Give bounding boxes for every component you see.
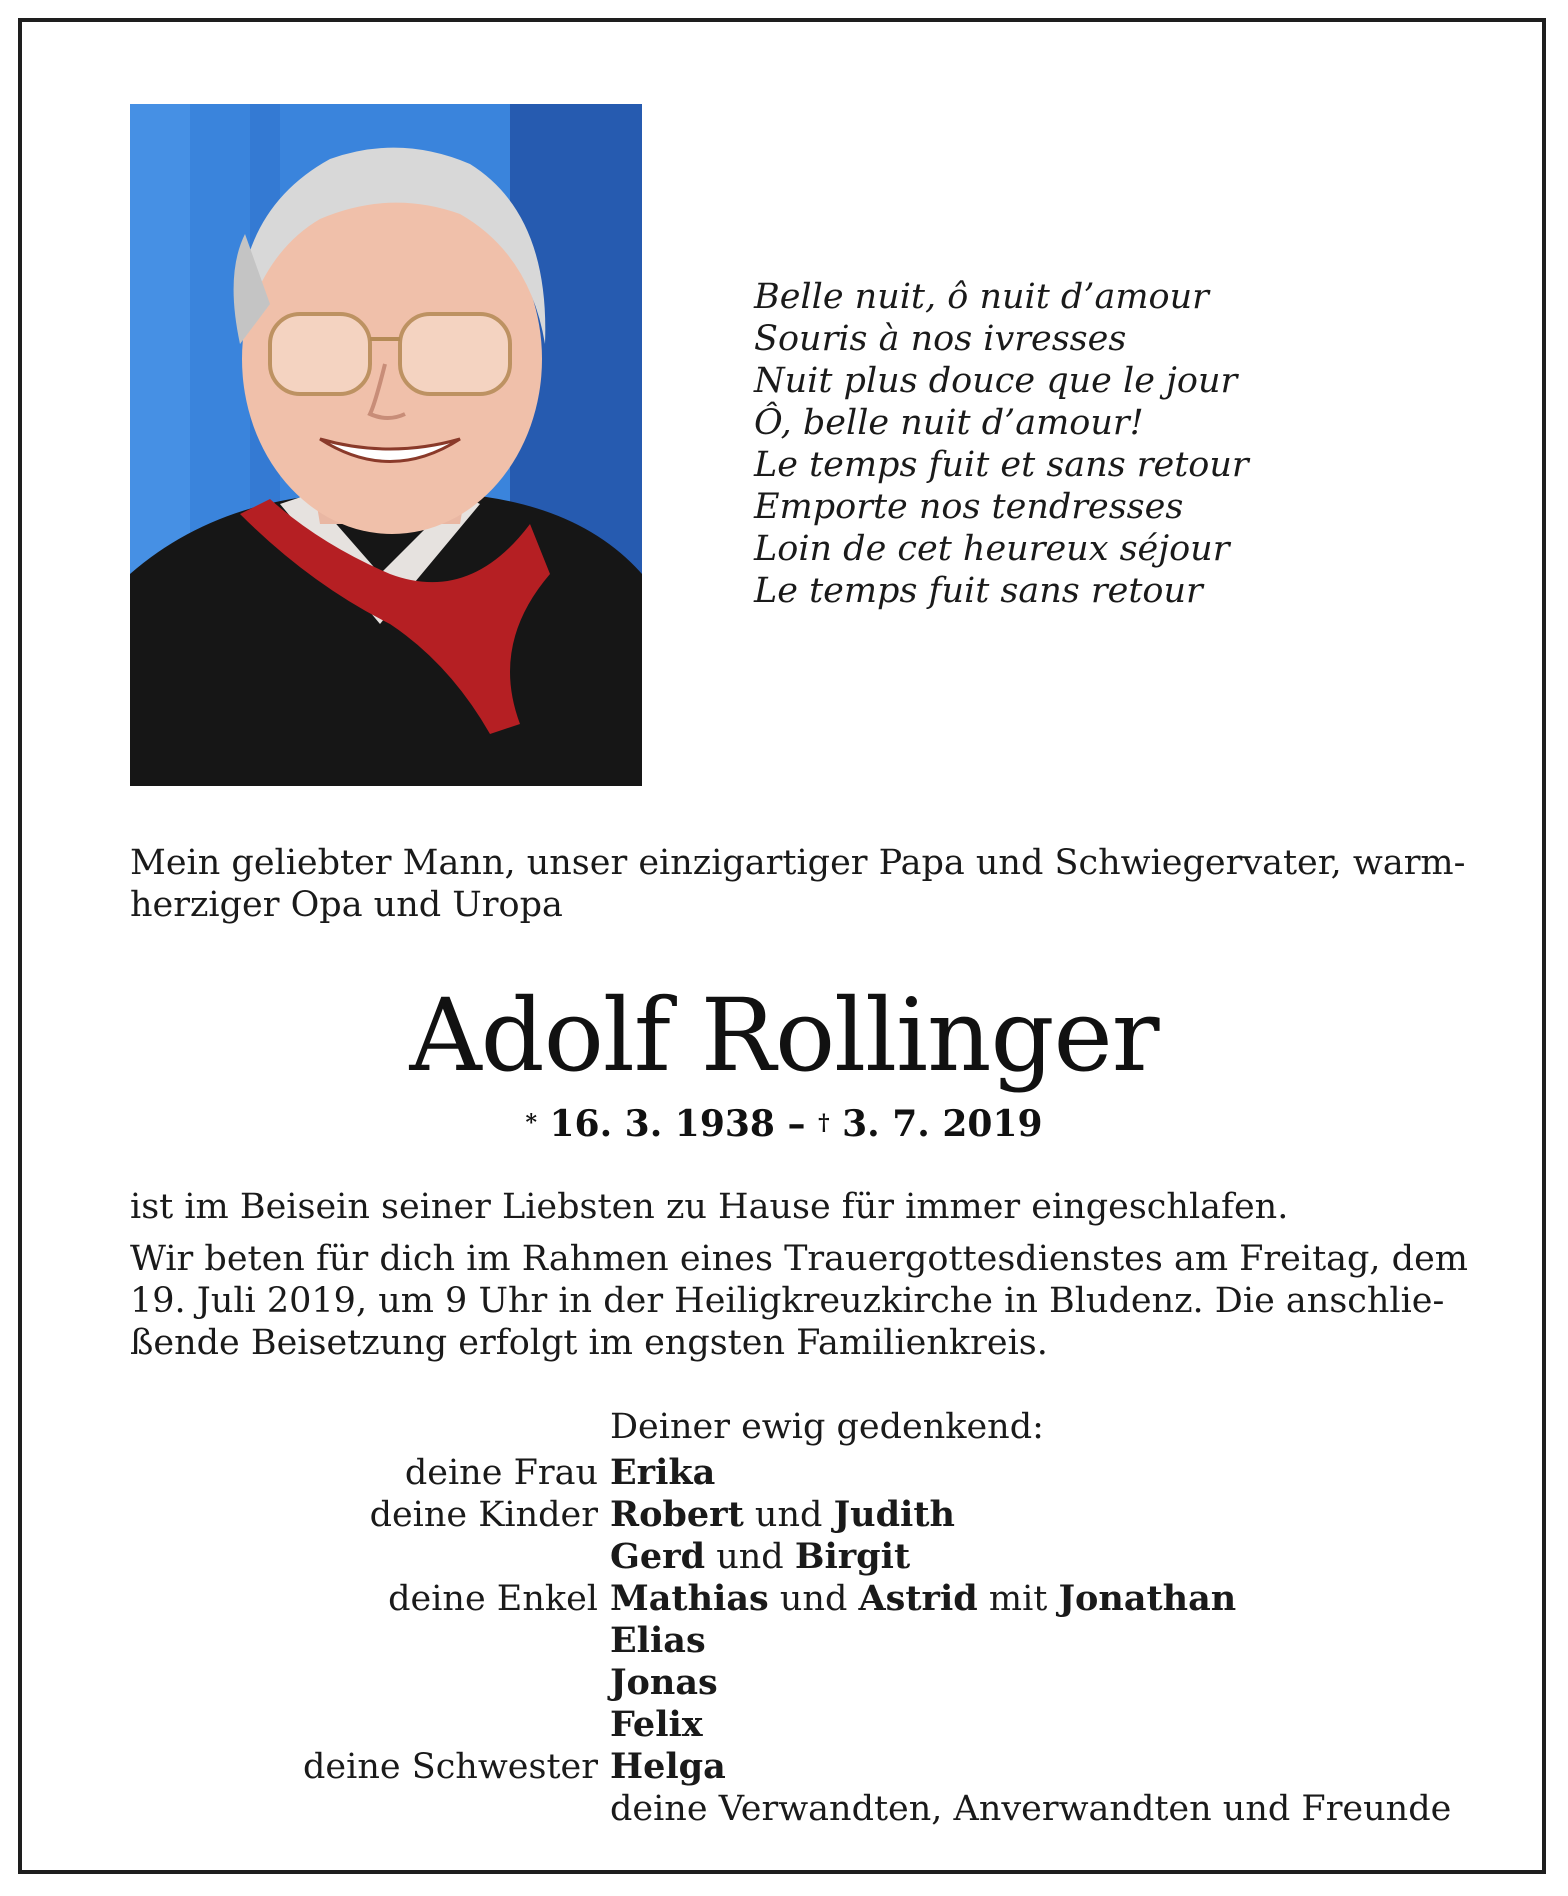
poem-line: Nuit plus douce que le jour <box>754 361 1238 401</box>
poem-line: Ô, belle nuit d’amour! <box>754 403 1144 443</box>
mourner-names: Helga <box>610 1746 726 1787</box>
mourner-names: Elias <box>610 1620 706 1661</box>
death-date: 3. 7. 2019 <box>842 1103 1043 1145</box>
relation-label: deine Schwester <box>303 1747 598 1787</box>
poem <box>754 276 1514 612</box>
portrait-photo <box>130 104 642 786</box>
announcement-body <box>130 1186 1468 1364</box>
life-dates <box>0 1102 1568 1151</box>
relation-label: deine Kinder <box>369 1495 598 1535</box>
mourner-names: Gerd und Birgit <box>610 1536 911 1577</box>
mourner-names: Felix <box>610 1704 703 1745</box>
mourner-names: Robert und Judith <box>610 1494 955 1535</box>
death-symbol: † <box>818 1110 830 1136</box>
birth-date: 16. 3. 1938 <box>549 1103 775 1145</box>
mourner-names: deine Verwandten, Anverwandten und Freunde <box>610 1789 1452 1829</box>
poem-line: Emporte nos tendresses <box>754 487 1184 527</box>
poem-line: Belle nuit, ô nuit d’amour <box>754 277 1209 317</box>
mourner-names: Erika <box>610 1452 716 1493</box>
body-line: ist im Beisein seiner Liebsten zu Hause für immer eingeschlafen. <box>130 1187 1289 1227</box>
deceased-name: Adolf Rollinger <box>409 977 1159 1094</box>
relation-label: deine Enkel <box>388 1579 598 1619</box>
poem-line: Le temps fuit sans retour <box>754 571 1203 611</box>
poem-line: Souris à nos ivresses <box>754 319 1127 359</box>
intro-line: Mein geliebter Mann, unser einzigartiger Papa und Schwiegervater, warm- <box>130 843 1466 883</box>
birth-symbol: * <box>525 1110 537 1136</box>
poem-line: Loin de cet heureux séjour <box>754 529 1230 569</box>
relation-label: deine Frau <box>404 1453 598 1493</box>
body-line: Wir beten für dich im Rahmen eines Trauergottesdienstes am Freitag, dem <box>130 1239 1468 1279</box>
date-separator: – <box>774 1103 819 1145</box>
mourner-names: Jonas <box>610 1662 718 1703</box>
mourners-list <box>0 1406 1568 1830</box>
poem-line: Le temps fuit et sans retour <box>754 445 1249 485</box>
body-line: 19. Juli 2019, um 9 Uhr in der Heiligkreuzkirche in Bludenz. Die anschlie- <box>130 1281 1445 1321</box>
portrait-illustration <box>130 104 642 786</box>
mourners-heading: Deiner ewig gedenkend: <box>610 1407 1044 1447</box>
body-line: ßende Beisetzung erfolgt im engsten Familienkreis. <box>130 1323 1048 1363</box>
intro-line: herziger Opa und Uropa <box>130 885 563 925</box>
mourner-names: Mathias und Astrid mit Jonathan <box>610 1578 1237 1619</box>
intro-text <box>130 842 1466 926</box>
